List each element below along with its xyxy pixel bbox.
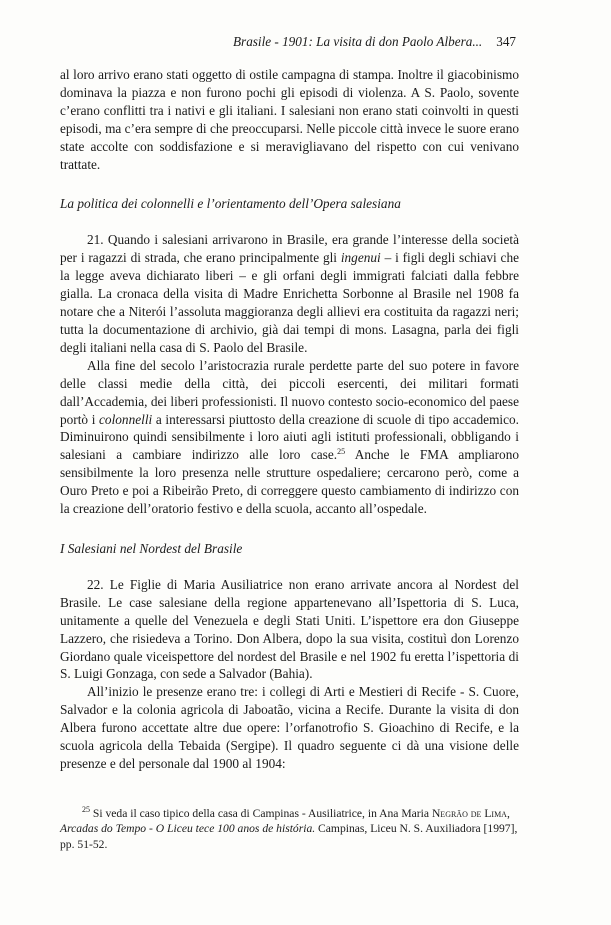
section-heading-nordest: I Salesiani nel Nordest del Brasile [60,540,243,556]
paragraph-21: 21. Quando i salesiani arrivarono in Brasile, era grande l’interesse della società per i ragazzi di strada, che erano principalmente gli ingenui – i figli degli schiavi che la legge aveva dichiarato liberi – e gli orfani degli immigrati falciati dalla febbre gialla. La cronaca della visita di Madre Enrichetta Sorbonne al Brasile nel 1908 fa notare che a Niterói l’assoluta maggioranza degli allievi era costituita da ragazzi neri; tutta la documentazione di archivio, già dai tempi di mons. Lasagna, parla dei figli degli italiani nella casa di S. Paolo del Brasile. [60,232,520,355]
page-number: 347 [496,34,516,49]
italic-term: ingenui [340,250,381,266]
footnote-spacer [60,773,519,806]
paragraph-continuation: al loro arrivo erano stati oggetto di ostile campagna di stampa. Inoltre il giacobinismo dominava la piazza e non furono pochi gli episodi di violenza. A S. Paolo, sovente c’erano conflitti tra i nativi e gli italiani. I salesiani non erano stati coinvolti in questi episodi, ma c’era sempre di che preoccuparsi. Nelle piccole città invece le suore erano state accolte con soddisfazione e si meravigliavano del rispetto con cui venivano trattate. [60,67,519,172]
running-title: Brasile - 1901: La visita di don Paolo Albera... [233,34,483,49]
footnote-reference: 25 [337,447,346,457]
italic-term: colonnelli [99,411,153,427]
book-title: Arcadas do Tempo - O Liceu tece 100 anos de história. [60,822,316,836]
section-heading-colonnelli: La politica dei colonnelli e l’orientamento dell’Opera salesiana [60,196,401,212]
footnote-25: $^{25}$ Si veda il caso tipico della casa di Campinas - Ausiliatrice, in Ana Maria Negrão de Lima, Arcadas do Tempo - O Liceu tece 100 anos de história. Campinas, Liceu N. S. Auxiliadora [1997], pp. 51-52. [60,804,518,851]
paragraph-aristocrazia: Alla fine del secolo l’aristocrazia rurale perdette parte del suo potere in favore delle classi medie della città, dei piccoli esercenti, dei militari formati dall’Accademia, dei liberi professionisti. Il nuovo contesto socio-economico del paese portò i colonnelli a interessarsi piuttosto della creazione di scuole di tipo accademico. Diminuirono quindi sensibilmente i loro aiuti agli istituti professionali, obbligando i salesiani a cambiare indirizzo alle loro case.$^{25}$ Anche le FMA ampliarono sensibilmente la loro presenza nelle strutture ospedaliere; cercarono però, come a Ouro Preto e poi a Ribeirão Preto, di correggere questo cambiamento di indirizzo con la creazione dell’oratorio festivo e della scuola, accanto all’ospedale. [60,357,519,517]
running-header [60,34,516,50]
footnote-number: 25 [82,804,90,814]
paragraph-presenze: All’inizio le presenze erano tre: i collegi di Arti e Mestieri di Recife - S. Cuore, Salvador e la colonia agricola di Jaboatão, vicina a Recife. Durante la visita di don Albera furono accettate altre due opere: l’orfanotrofio S. Gioachino di Recife, e la scuola agricola della Tebaida (Sergipe). Il quadro seguente ci dà una visione delle presenze e del personale dal 1900 al 1904: [60,684,519,771]
paragraph-22: 22. Le Figlie di Maria Ausiliatrice non erano arrivate ancora al Nordest del Brasile. Le case salesiane della regione appartenevano all’Ispettoria di S. Luca, unitamente a quelle del Venezuela e degli Stati Uniti. L’ispettore era don Giuseppe Lazzero, che risiedeva a Torino. Don Albera, dopo la sua visita, costituì don Lorenzo Giordano quale viceispettore del nordest del Brasile e nel 1902 fu eretta l’ispettoria di S. Luigi Gonzaga, con sede a Salvador (Bahia). [60,576,519,682]
main-text [60,66,519,852]
author-name: Negrão de Lima [431,806,507,820]
